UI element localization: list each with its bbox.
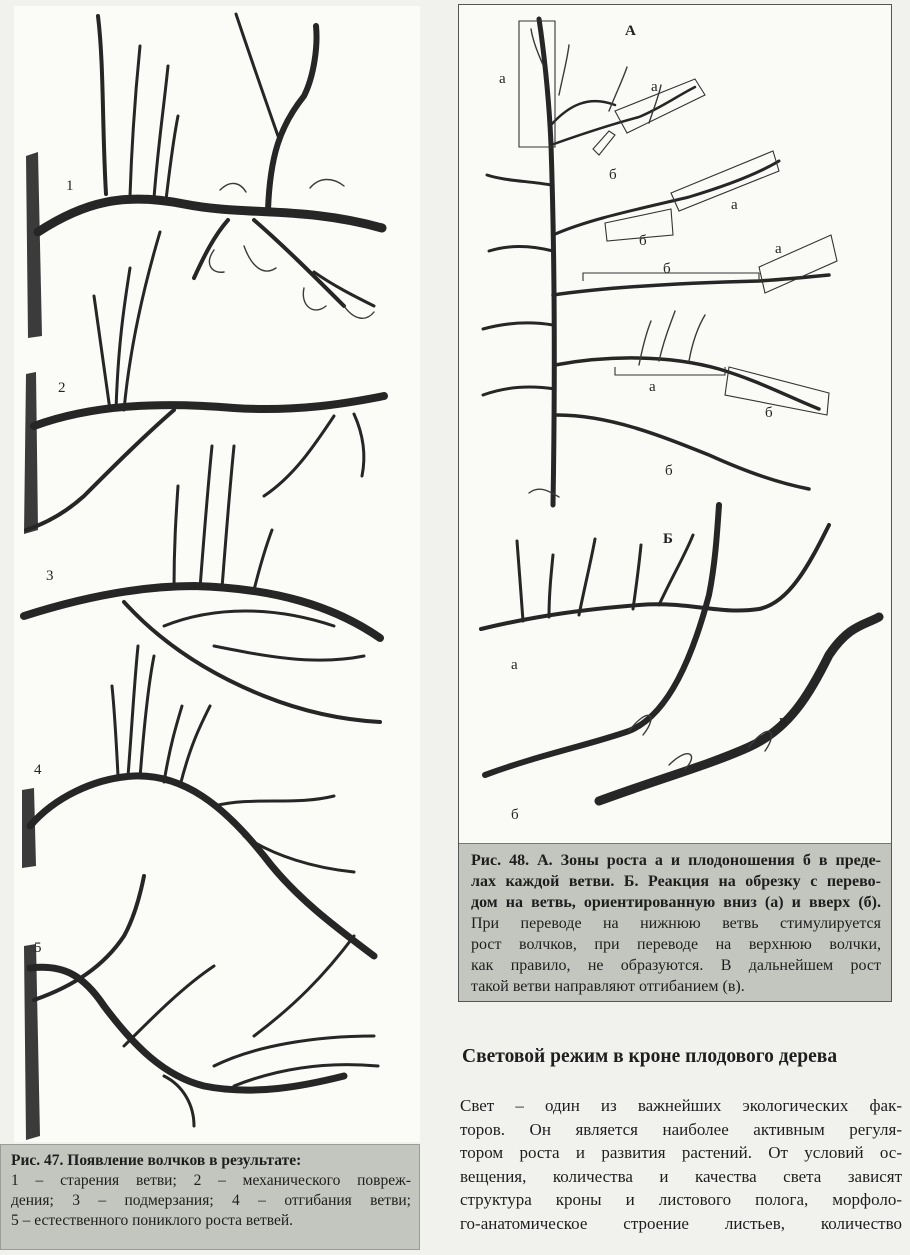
drawing-2-mechanical-damage	[26, 232, 384, 530]
zone-label-fruiting: б	[665, 463, 673, 479]
figure-48-part-b-label: Б	[663, 531, 673, 547]
figure-47-caption-line: 1 – старения ветви; 2 – механического повреж-	[11, 1172, 411, 1189]
figure-47-caption-line: дения; 3 – подмерзания; 4 – отгибания ветви;	[11, 1192, 411, 1209]
trunk-stumps	[22, 152, 42, 1140]
figure-48-caption-bold-line: дом на ветвь, ориентированную вниз (а) и вверх (б).	[471, 894, 881, 911]
zone-label-growth: а	[731, 197, 738, 213]
figure-48-caption	[459, 843, 891, 1001]
figure-47-caption	[0, 1144, 420, 1250]
zone-label-growth: а	[649, 379, 656, 395]
zone-label-growth: а	[775, 241, 782, 257]
section-heading: Световой режим в кроне плодового дерева	[462, 1046, 838, 1067]
drawing-label-3: 3	[46, 568, 54, 584]
figure-48-caption-line: рост волчков, при переводе на верхнюю волчки,	[471, 936, 881, 953]
figure-47-caption-title: Рис. 47. Появление волчков в результате:	[11, 1152, 302, 1169]
body-line: го-анатомическое строение листьев, количество	[460, 1213, 902, 1233]
body-line: вещения, количества и качества света зависят	[460, 1166, 902, 1186]
zone-label-growth: а	[499, 71, 506, 87]
zone-label-fruiting: б	[765, 405, 773, 421]
figure-48a-tree	[483, 19, 837, 505]
zone-label-fruiting: б	[639, 233, 647, 249]
drawing-5-drooping-growth	[30, 876, 378, 1126]
figure-48-caption-line: как правило, не образуются. В дальнейшем рост	[471, 957, 881, 974]
drawing-3-frost-damage	[24, 446, 380, 722]
figure-48-caption-bold-line: лах каждой ветви. Б. Реакция на обрезку с перево-	[471, 873, 881, 890]
figure-48-caption-line: такой ветви направляют отгибанием (в).	[471, 978, 745, 995]
body-line: тором роста и развития растений. От условий ос-	[460, 1143, 902, 1163]
section-body	[460, 1094, 902, 1236]
figure-47	[14, 6, 420, 1142]
body-line: торов. Он является наиболее активным регуля-	[460, 1119, 902, 1139]
figure-48b-cuts	[481, 505, 879, 801]
zone-label-bend: в	[779, 713, 787, 729]
drawing-label-5: 5	[34, 940, 42, 956]
drawing-1-aging-branch	[38, 14, 382, 318]
figure-48-drawing	[459, 5, 891, 843]
body-line: структура кроны и листового полога, морфоло-	[460, 1190, 902, 1210]
zone-label-growth: а	[511, 657, 518, 673]
drawing-label-1: 1	[66, 178, 74, 194]
drawing-label-2: 2	[58, 380, 66, 396]
zone-label-growth: а	[651, 79, 658, 95]
drawing-label-4: 4	[34, 762, 42, 778]
drawing-4-bending	[30, 646, 374, 956]
figure-48	[458, 4, 892, 1002]
figure-47-drawing	[14, 6, 420, 1142]
figure-48-caption-line: При переводе на нижнюю ветвь стимулируется	[471, 915, 881, 932]
figure-48-part-a-label: А	[625, 23, 636, 39]
zone-label-fruiting: б	[511, 807, 519, 823]
zone-label-fruiting: б	[609, 167, 617, 183]
figure-48-caption-bold-line: Рис. 48. А. Зоны роста а и плодоношения б в преде-	[471, 852, 881, 869]
figure-47-caption-line: 5 – естественного пониклого роста ветвей.	[11, 1212, 294, 1229]
zone-label-fruiting: б	[663, 261, 671, 277]
body-line: Свет – один из важнейших экологических фак-	[460, 1096, 902, 1115]
